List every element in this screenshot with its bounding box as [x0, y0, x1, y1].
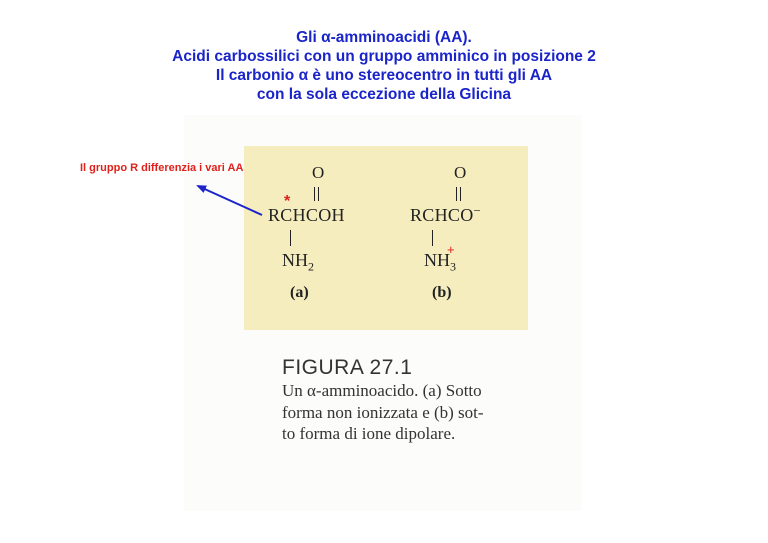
molecule-b-main-chain: RCHCO− [410, 203, 482, 225]
caption-line-1: Un α-amminoacido. (a) Sotto [282, 381, 482, 400]
title-line-2: Acidi carbossilici con un gruppo amminico in posizione 2 [172, 48, 596, 65]
molecule-a-main-chain: RCHCOH [268, 205, 345, 225]
molecule-b-positive-charge: + [447, 242, 455, 257]
molecule-b-oxygen: O [454, 163, 467, 182]
molecule-a-oxygen: O [312, 163, 325, 182]
r-group-annotation: Il gruppo R differenzia i vari AA [80, 162, 244, 174]
stereocenter-asterisk: * [284, 193, 291, 210]
molecule-a-amine: $NH_2$ [282, 250, 314, 274]
molecule-b-tag: (b) [432, 284, 452, 301]
figure-caption [282, 356, 572, 445]
molecule-b-amine: $NH_3$ + [424, 242, 456, 274]
caption-line-2: forma non ionizzata e (b) sot- [282, 402, 484, 422]
title-line-1: Gli α-amminoacidi (AA). [296, 29, 472, 46]
molecule-a-tag: (a) [290, 284, 309, 301]
caption-title: FIGURA 27.1 [282, 356, 413, 379]
title-line-4: con la sola eccezione della Glicina [256, 86, 512, 103]
caption-line-3: to forma di ione dipolare. [282, 424, 456, 443]
molecule-b-negative-charge: − [473, 203, 482, 218]
title-line-3: Il carbonio α è uno stereocentro in tutti gli AA [215, 67, 553, 84]
